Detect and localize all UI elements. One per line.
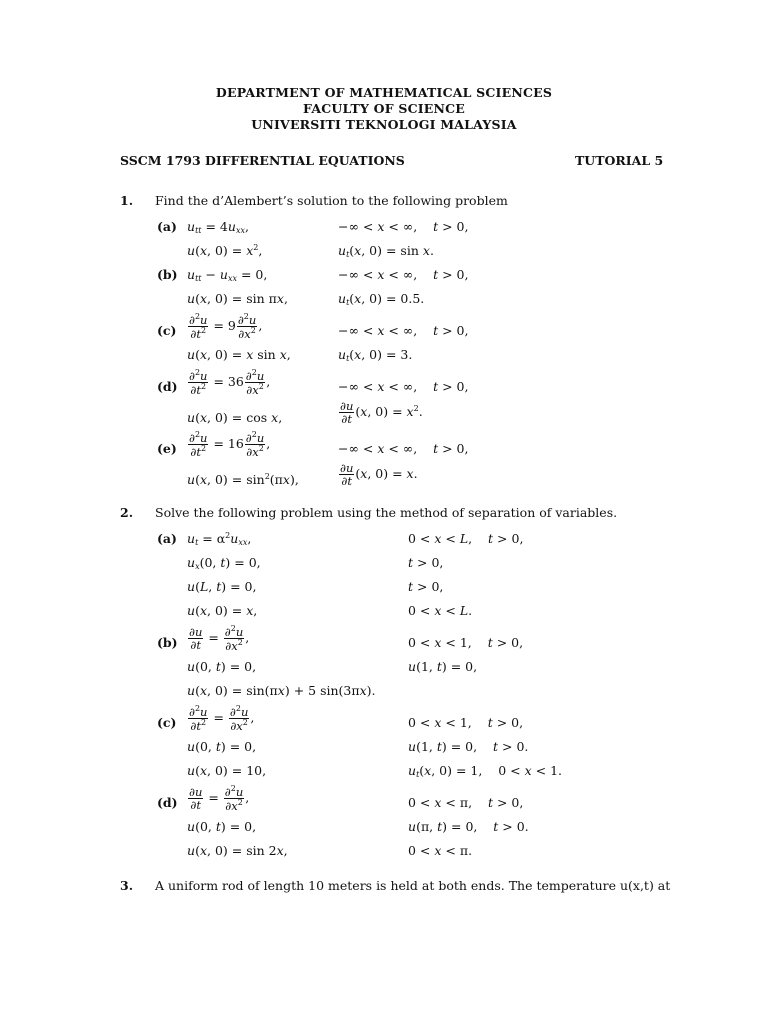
q2-part-d-label: (d) bbox=[157, 795, 178, 810]
q2b-domain: 0 < x < 1, t > 0, bbox=[408, 635, 524, 650]
q1a-domain: −∞ < x < ∞, t > 0, bbox=[338, 219, 469, 234]
q2d-initial-condition: u(x, 0) = sin 2x, bbox=[187, 843, 288, 858]
q2-part-a-label: (a) bbox=[157, 531, 177, 546]
q1d-equation: $\frac{\partial^2u}{\partial t^2}$ = 36 $\frac{\partial^2u}{\partial x^2}$ , bbox=[189, 368, 271, 398]
q2b-equation: $\frac{\partial u}{\partial t}$ = $\frac{\partial^2u}{\partial x^2}$ , bbox=[189, 624, 250, 654]
q1a-initial-velocity: $u_t(x$, 0) = sin x. bbox=[338, 243, 434, 259]
q2c-domain: 0 < x < 1, t > 0, bbox=[408, 715, 524, 730]
q2a-bc-right-domain: t > 0, bbox=[408, 579, 444, 594]
q2d-bc-left: u(0, t) = 0, bbox=[187, 819, 257, 834]
question-3-number: 3. bbox=[120, 878, 134, 893]
faculty-title: FACULTY OF SCIENCE bbox=[302, 101, 465, 116]
q1c-domain: −∞ < x < ∞, t > 0, bbox=[338, 323, 469, 338]
q1-part-e-label: (e) bbox=[157, 441, 177, 456]
q2d-ic-domain: 0 < x < π. bbox=[408, 843, 473, 858]
q2c-equation: $\frac{\partial^2u}{\partial t^2}$ = $\frac{\partial^2u}{\partial x^2}$ , bbox=[189, 704, 255, 734]
q2c-initial-velocity: $u_t(x$, 0) = 1, 0 < x < 1. bbox=[408, 763, 563, 779]
q1b-initial-position: u(x, 0) = sin πx, bbox=[187, 291, 288, 306]
q2a-ic-domain: 0 < x < L. bbox=[408, 603, 473, 618]
q1e-domain: −∞ < x < ∞, t > 0, bbox=[338, 441, 469, 456]
question-3-text: A uniform rod of length 10 meters is held at both ends. The temperature u(x,t) at bbox=[155, 878, 671, 893]
q1e-initial-velocity: $\frac{\partial u}{\partial t}$ (x, 0) = x. bbox=[340, 461, 418, 489]
question-1-text: Find the d’Alembert’s solution to the following problem bbox=[155, 193, 508, 208]
question-2-number: 2. bbox=[120, 505, 134, 520]
q1e-equation: $\frac{\partial^2u}{\partial t^2}$ = 16 $\frac{\partial^2u}{\partial x^2}$ , bbox=[189, 430, 271, 460]
question-2-text: Solve the following problem using the method of separation of variables. bbox=[155, 505, 618, 520]
q1-part-d-label: (d) bbox=[157, 379, 178, 394]
q2a-initial-condition: u(x, 0) = x, bbox=[187, 603, 258, 618]
q1d-initial-position: u(x, 0) = cos x, bbox=[187, 410, 283, 425]
q1-part-b-label: (b) bbox=[157, 267, 178, 282]
q1-part-c-label: (c) bbox=[157, 323, 177, 338]
question-1-number: 1. bbox=[120, 193, 134, 208]
q1b-domain: −∞ < x < ∞, t > 0, bbox=[338, 267, 469, 282]
q2b-initial-condition: u(x, 0) = sin(πx) + 5 sin(3πx). bbox=[187, 683, 376, 698]
q1c-initial-position: u(x, 0) = x sin x, bbox=[187, 347, 291, 362]
q1c-equation: $\frac{\partial^2u}{\partial t^2}$ = 9 $\frac{\partial^2u}{\partial x^2}$ , bbox=[189, 312, 263, 342]
q1e-initial-position: u(x, $0) = \sin^2(\pi x)$, bbox=[187, 472, 299, 487]
tutorial-number: TUTORIAL 5 bbox=[575, 153, 664, 168]
q1b-equation: $u_{tt} - u_{xx} = 0$, bbox=[187, 267, 268, 283]
q2a-bc-left: $u_x(0$, t) = 0, bbox=[187, 555, 261, 571]
university-title: UNIVERSITI TEKNOLOGI MALAYSIA bbox=[251, 117, 517, 132]
q2a-equation: $u_t = \alpha^2u_{xx}$, bbox=[187, 531, 252, 547]
q2a-bc-left-domain: t > 0, bbox=[408, 555, 444, 570]
q2b-bc-right: u(1, t) = 0, bbox=[408, 659, 478, 674]
q1d-initial-velocity: $\frac{\partial u}{\partial t}$ (x, $0) = x^2$. bbox=[340, 399, 423, 427]
q1a-equation: $u_{tt} = 4u_{xx}$, bbox=[187, 219, 249, 235]
department-title: DEPARTMENT OF MATHEMATICAL SCIENCES bbox=[215, 85, 553, 100]
q1-part-a-label: (a) bbox=[157, 219, 177, 234]
q2c-bc-right: u(1, t) = 0, t > 0. bbox=[408, 739, 529, 754]
q2-part-c-label: (c) bbox=[157, 715, 177, 730]
q2d-equation: $\frac{\partial u}{\partial t}$ = $\frac{\partial^2u}{\partial x^2}$ , bbox=[189, 784, 250, 814]
q1c-initial-velocity: $u_t(x$, 0) = 3. bbox=[338, 347, 413, 363]
q2d-bc-right: u(π, t) = 0, t > 0. bbox=[408, 819, 529, 834]
q1a-initial-position: u(x, $0) = x^2$, bbox=[187, 243, 263, 258]
q1b-initial-velocity: $u_t(x$, 0) = 0.5. bbox=[338, 291, 425, 307]
q2a-domain: 0 < x < L, t > 0, bbox=[408, 531, 524, 546]
q2b-bc-left: u(0, t) = 0, bbox=[187, 659, 257, 674]
q2c-initial-position: u(x, 0) = 10, bbox=[187, 763, 267, 778]
q1d-domain: −∞ < x < ∞, t > 0, bbox=[338, 379, 469, 394]
q2c-bc-left: u(0, t) = 0, bbox=[187, 739, 257, 754]
q2a-bc-right: u(L, t) = 0, bbox=[187, 579, 257, 594]
q2-part-b-label: (b) bbox=[157, 635, 178, 650]
q2d-domain: 0 < x < π, t > 0, bbox=[408, 795, 524, 810]
course-title: SSCM 1793 DIFFERENTIAL EQUATIONS bbox=[120, 153, 405, 168]
